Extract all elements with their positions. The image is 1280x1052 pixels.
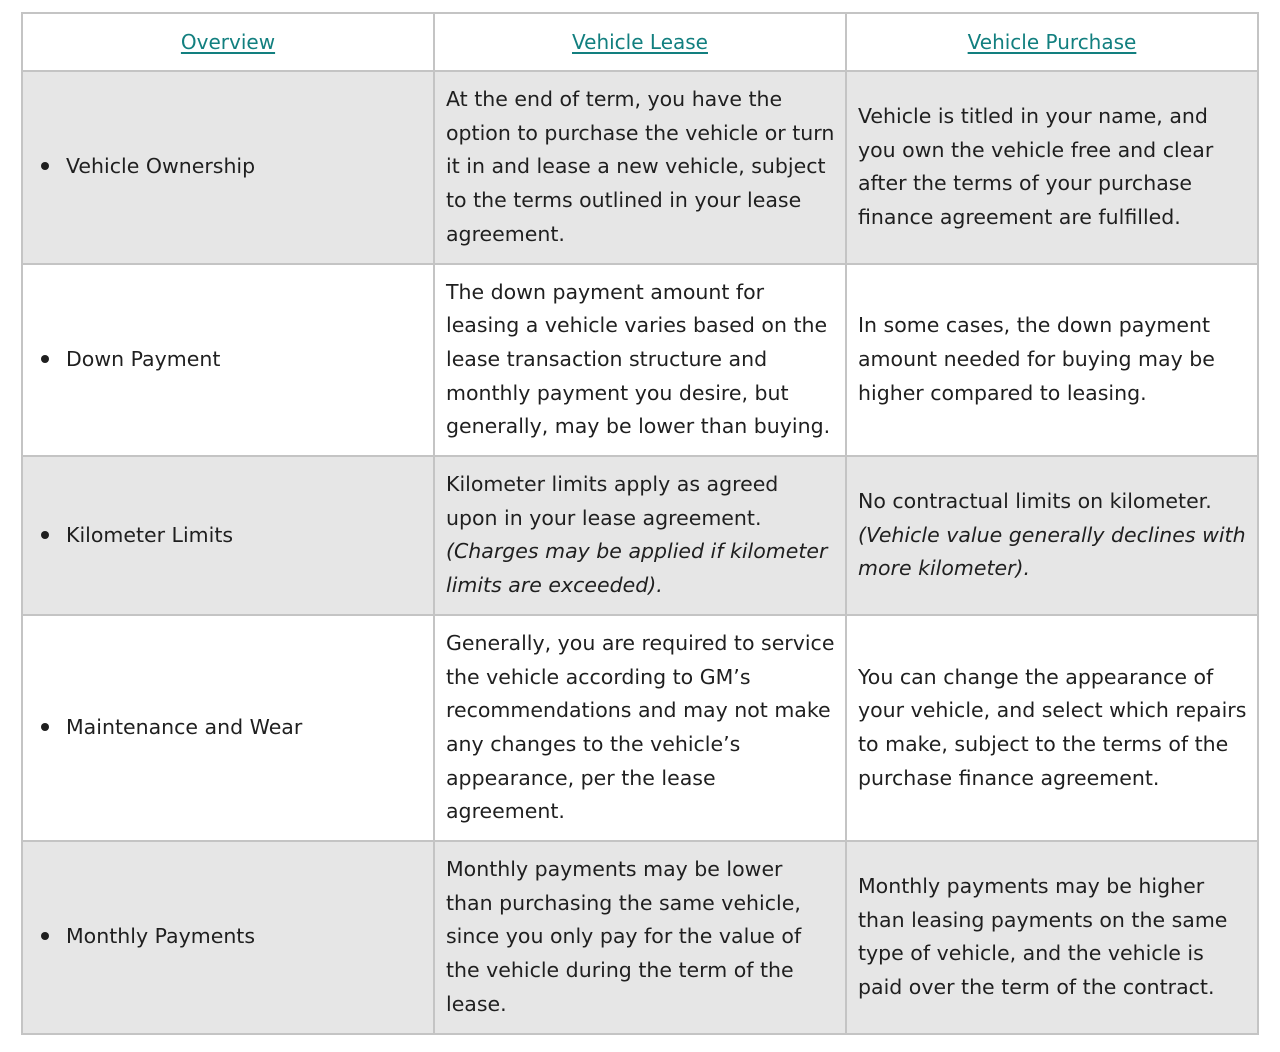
purchase-text: No contractual limits on kilometer. [858,488,1212,513]
purchase-text: In some cases, the down payment amount needed for buying may be higher compared to leasing. [858,313,1215,405]
bullet-icon [41,162,49,170]
vehicle-lease-tab-link[interactable]: Vehicle Lease [572,30,708,54]
purchase-text: Vehicle is titled in your name, and you own the vehicle free and clear after the terms of your purchase finance agreement are fulfilled. [858,103,1214,229]
table-row [22,615,1258,841]
lease-text: At the end of term, you have the option to purchase the vehicle or turn it in and lease a new vehicle, subject to the terms outlined in your lease agreement. [446,87,835,246]
vehicle-purchase-tab-link[interactable]: Vehicle Purchase [967,30,1137,54]
overview-tab-link[interactable]: Overview [180,30,276,54]
table-row [22,71,1258,264]
row-label: Down Payment [66,346,221,371]
lease-text: Generally, you are required to service the vehicle according to GM’s recommendations and may not make any changes to the vehicle’s appearance, per the lease agreement. [446,630,835,824]
row-label: Kilometer Limits [66,522,234,547]
bullet-icon [41,355,49,363]
row-label: Monthly Payments [66,924,256,949]
table-header-row [22,13,1258,71]
row-label-cell [22,841,434,1034]
row-label-cell [22,456,434,615]
lease-text: Monthly payments may be lower than purchasing the same vehicle, since you only pay for the value of the vehicle during the term of the lease. [446,857,802,1016]
lease-vs-purchase-table [21,12,1259,1035]
lease-cell [434,456,846,615]
purchase-cell [846,264,1258,457]
row-label-cell [22,71,434,264]
header-cell-overview [22,13,434,71]
row-label: Vehicle Ownership [66,154,256,179]
purchase-text: You can change the appearance of your vehicle, and select which repairs to make, subject to the terms of the purchase finance agreement. [858,664,1247,790]
lease-note: (Charges may be applied if kilometer limits are exceeded). [446,539,828,598]
bullet-icon [41,723,49,731]
bullet-icon [41,531,49,539]
lease-cell [434,71,846,264]
row-label: Maintenance and Wear [66,715,303,740]
row-label-cell [22,264,434,457]
purchase-cell [846,71,1258,264]
header-cell-purchase [846,13,1258,71]
purchase-cell [846,456,1258,615]
lease-cell [434,841,846,1034]
purchase-cell [846,615,1258,841]
bullet-icon [41,932,49,940]
row-label-cell [22,615,434,841]
header-cell-lease [434,13,846,71]
purchase-note: (Vehicle value generally declines with more kilometer). [858,522,1246,581]
lease-cell [434,615,846,841]
lease-text: Kilometer limits apply as agreed upon in your lease agreement. [446,472,779,530]
purchase-text: Monthly payments may be higher than leasing payments on the same type of vehicle, and the vehicle is paid over the term of the contract. [858,873,1228,1000]
table-row [22,841,1258,1034]
table-row [22,264,1258,457]
table-row [22,456,1258,615]
purchase-cell [846,841,1258,1034]
lease-text: The down payment amount for leasing a vehicle varies based on the lease transaction structure and monthly payment you desire, but generally, may be lower than buying. [446,279,831,439]
lease-cell [434,264,846,457]
